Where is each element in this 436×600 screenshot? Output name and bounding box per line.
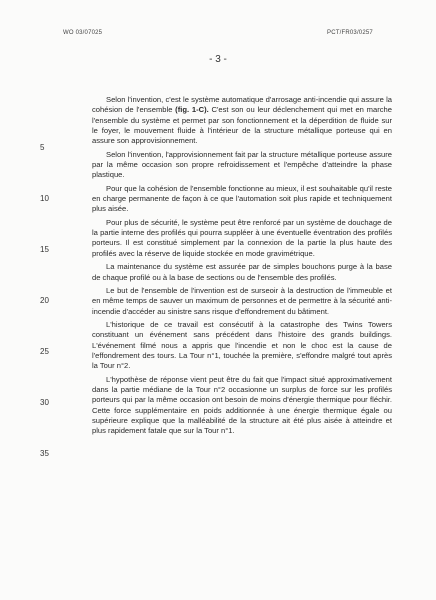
figure-reference: (fig. 1-C). xyxy=(175,105,209,115)
line-number-5: 5 xyxy=(40,143,45,152)
paragraph-6: Le but de l'ensemble de l'invention est de surseoir à la destruction de l'immeuble et en même temps de sauver un maximum de personnes et de permettre à la sécurité anti-incendie d'accéder au sinistre sans risque d'effondrement du bâtiment. xyxy=(92,285,392,316)
line-number-15: 15 xyxy=(40,245,49,254)
line-number-10: 10 xyxy=(40,194,49,203)
paragraph-1-text-cont: C'est son ou leur déclenchement qui met en marche l'ensemble du système et permet par son fonctionnement et la déperdition de fluide sur le foyer, le mouvement fluide à l'intérieur de la structure métallique porteuse qui en assure son approvisionnement. xyxy=(92,105,392,146)
paragraph-7: L'historique de ce travail est consécutif à la catastrophe des Twins Towers constituant un événement sans précédent dans l'histoire des grands buildings. L'événement filmé nous a appris que l'incendie et non le choc est la cause de l'effondrement des tours. La Tour n°1, touchée la première, s'effondre malgré tout après la Tour n°2. xyxy=(92,320,392,371)
line-number-30: 30 xyxy=(40,398,49,407)
paragraph-4: Pour plus de sécurité, le système peut être renforcé par un système de douchage de la partie interne des profilés qui pourra suppléer à une éventuelle éventration des profilés porteurs. Il est constitué simplement par la connexion de la partie la plus haute des profilés avec la réserve de liquide stockée en mode gravimétrique. xyxy=(92,217,392,258)
paragraph-1-text: Selon l'invention, c'est le système automatique d'arrosage anti-incendie qui assure la cohésion de l'ensemble xyxy=(92,95,392,115)
paragraph-1 xyxy=(92,95,392,146)
line-number-35: 35 xyxy=(40,449,49,458)
page-number: - 3 - xyxy=(209,54,227,65)
line-number-20: 20 xyxy=(40,296,49,305)
paragraph-8: L'hypothèse de réponse vient peut être du fait que l'impact situé approximativement dans la partie médiane de la Tour n°2 occasionne un surplus de force sur les profilés porteurs qui par la même occasion ont besoin de moins d'énergie thermique pour fléchir. Cette force supplémentaire en poids additionnée à une énergie thermique égale ou supérieure explique que la malléabilité de la structure ait été plus aisée à atteindre et plus rapidement fatale que sur la Tour n°1. xyxy=(92,374,392,436)
document-body xyxy=(92,95,392,440)
header-left: WO 03/07025 xyxy=(63,30,103,36)
paragraph-2: Selon l'invention, l'approvisionnement fait par la structure métallique porteuse assure par la même occasion son propre refroidissement et l'empêche d'atteindre la phase plastique. xyxy=(92,149,392,180)
paragraph-3: Pour que la cohésion de l'ensemble fonctionne au mieux, il est souhaitable qu'il reste en charge permanente de façon à ce que l'automation soit plus rapide et techniquement plus aisée. xyxy=(92,183,392,214)
paragraph-5: La maintenance du système est assurée par de simples bouchons purge à la base de chaque profilé ou à la base de sections ou de l'ensemble des profilés. xyxy=(92,262,392,282)
header-right: PCT/FR03/0257 xyxy=(327,30,373,36)
line-number-25: 25 xyxy=(40,347,49,356)
